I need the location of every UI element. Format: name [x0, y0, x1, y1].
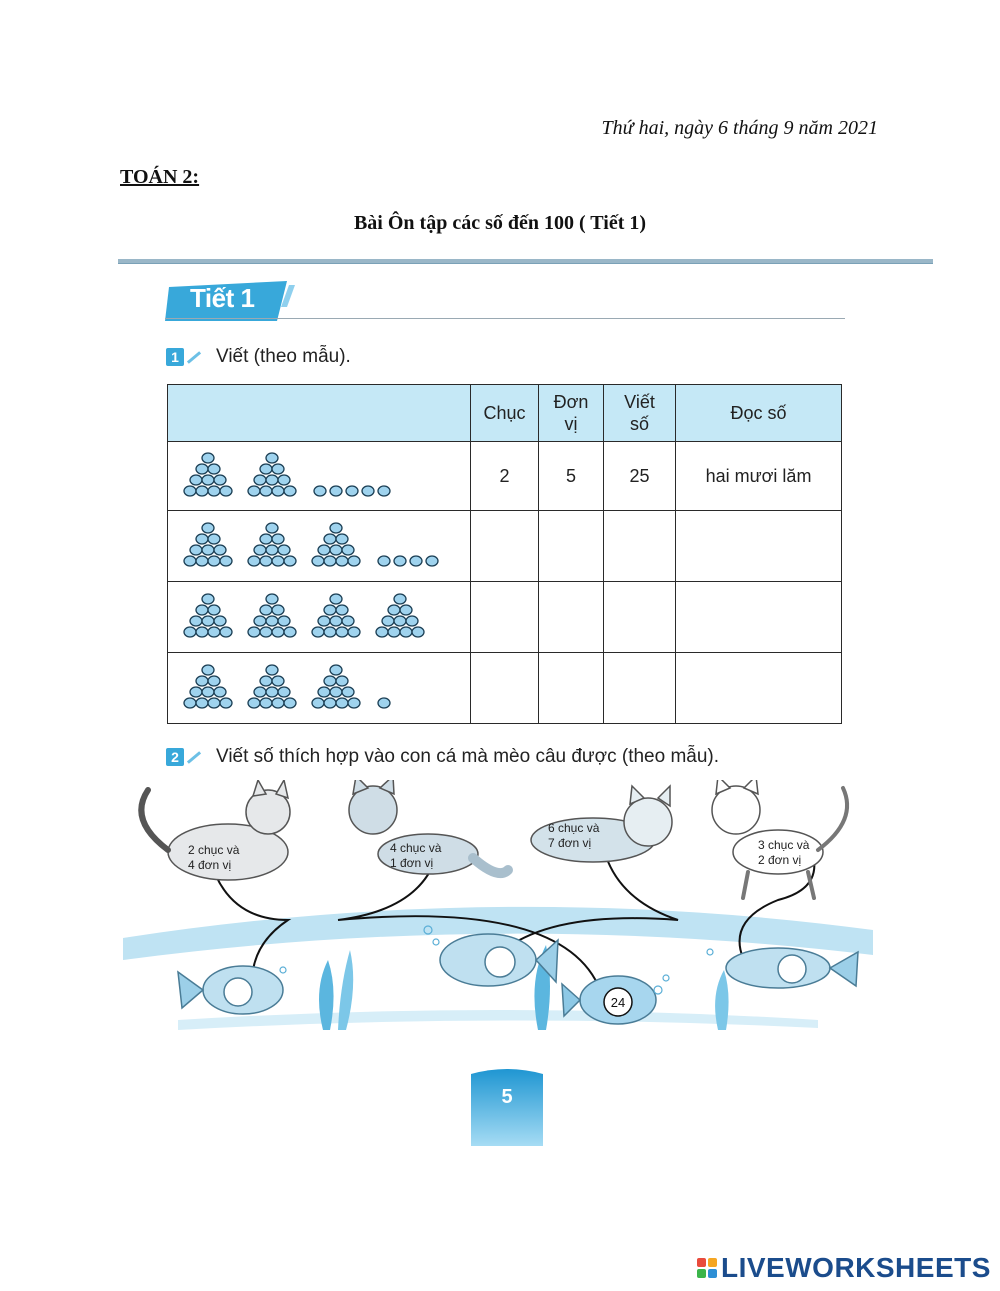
cell-doc-so: hai mươi lăm — [676, 442, 842, 511]
cat-fishing-illustration — [118, 780, 878, 1040]
subject-title: TOÁN 2: — [120, 166, 200, 188]
header-don-vi-line1: Đơn — [553, 392, 589, 412]
table-row — [168, 511, 842, 582]
section-rule — [165, 318, 845, 319]
cat-1-label-line1: 2 chục và — [188, 843, 240, 857]
header-divider — [118, 259, 933, 264]
cell-doc-so — [676, 511, 842, 582]
exercise1-heading — [166, 346, 351, 368]
cell-chuc — [471, 653, 539, 724]
ten-stack-icon — [184, 523, 232, 566]
cell-viet-so — [604, 511, 676, 582]
page-number: 5 — [501, 1086, 513, 1108]
header-viet-so-line1: Viết — [624, 392, 655, 412]
cell-don-vi — [539, 582, 604, 653]
cell-viet-so: 25 — [604, 442, 676, 511]
lesson-title: Bài Ôn tập các số đến 100 ( Tiết 1) — [353, 212, 647, 234]
ten-stack-icon — [376, 594, 424, 637]
unit-counter-icon — [410, 556, 422, 566]
header-viet-so — [604, 385, 676, 442]
answer-input-doc-so[interactable] — [676, 510, 845, 582]
answer-input-viet-so[interactable] — [604, 581, 679, 653]
header-picture — [168, 385, 471, 442]
cell-doc-so — [676, 653, 842, 724]
exercise2-number: 2 — [166, 748, 184, 766]
answer-input-chuc[interactable] — [471, 510, 542, 582]
seaweed-icon — [319, 960, 334, 1030]
answer-input-chuc[interactable] — [471, 652, 542, 724]
ten-stack-icon — [312, 523, 360, 566]
cat-4-label-line2: 2 đơn vị — [758, 853, 802, 867]
pencil-icon — [187, 751, 201, 764]
pencil-icon — [187, 351, 201, 364]
counters-icon — [178, 446, 468, 506]
fish-1 — [178, 966, 283, 1014]
unit-counter-icon — [426, 556, 438, 566]
ten-stack-icon — [248, 665, 296, 708]
answer-input-don-vi[interactable] — [539, 652, 607, 724]
cell-don-vi — [539, 511, 604, 582]
ten-stack-icon — [248, 453, 296, 496]
answer-input-viet-so[interactable] — [604, 510, 679, 582]
header-don-vi — [539, 385, 604, 442]
answer-input-don-vi[interactable] — [539, 510, 607, 582]
cell-viet-so — [604, 653, 676, 724]
header-doc-so: Đọc số — [676, 385, 842, 442]
answer-input-doc-so[interactable] — [676, 581, 845, 653]
ten-stack-icon — [184, 594, 232, 637]
section-label: Tiết 1 — [190, 283, 255, 313]
ten-stack-icon — [312, 594, 360, 637]
answer-input-chuc[interactable] — [471, 581, 542, 653]
fish-3-number: 24 — [610, 995, 626, 1010]
exercise1-table — [167, 384, 842, 724]
cell-chuc — [471, 582, 539, 653]
cell-doc-so — [676, 582, 842, 653]
cell-chuc — [471, 511, 539, 582]
exercise1-instruction: Viết (theo mẫu). — [216, 346, 351, 367]
cell-chuc: 2 — [471, 442, 539, 511]
cat-3 — [531, 786, 672, 862]
counters-icon — [178, 516, 468, 576]
cat-3-label-line1: 6 chục và — [548, 821, 600, 835]
unit-counter-icon — [362, 486, 374, 496]
answer-input-don-vi[interactable] — [539, 581, 607, 653]
liveworksheets-logo — [697, 1252, 991, 1284]
counters-picture — [168, 442, 471, 511]
liveworksheets-logo-mark — [697, 1258, 717, 1278]
ten-stack-icon — [312, 665, 360, 708]
unit-counter-icon — [314, 486, 326, 496]
unit-counter-icon — [378, 698, 390, 708]
fish-4 — [726, 948, 858, 988]
cat-4 — [712, 780, 847, 898]
cat-3-label-line2: 7 đơn vị — [548, 836, 592, 850]
cat-2-label-line2: 1 đơn vị — [390, 856, 434, 870]
unit-counter-icon — [394, 556, 406, 566]
ten-stack-icon — [248, 594, 296, 637]
counters-icon — [178, 658, 468, 718]
document-date: Thứ hai, ngày 6 tháng 9 năm 2021 — [601, 117, 878, 139]
header-don-vi-line2: vị — [564, 414, 578, 434]
table-row — [168, 653, 842, 724]
exercise2-instruction: Viết số thích hợp vào con cá mà mèo câu được (theo mẫu). — [216, 746, 720, 767]
table-row — [168, 582, 842, 653]
table-header-row — [168, 385, 842, 442]
cell-don-vi — [539, 653, 604, 724]
brand-name: LIVEWORKSHEETS — [721, 1252, 991, 1283]
cat-1 — [141, 780, 290, 880]
unit-counter-icon — [346, 486, 358, 496]
counters-picture — [168, 511, 471, 582]
table-row — [168, 442, 842, 511]
unit-counter-icon — [378, 556, 390, 566]
unit-counter-icon — [378, 486, 390, 496]
cat-4-label-line1: 3 chục và — [758, 838, 810, 852]
ten-stack-icon — [248, 523, 296, 566]
answer-input-doc-so[interactable] — [676, 652, 845, 724]
unit-counter-icon — [330, 486, 342, 496]
counters-picture — [168, 653, 471, 724]
cell-don-vi: 5 — [539, 442, 604, 511]
counters-picture — [168, 582, 471, 653]
header-chuc: Chục — [471, 385, 539, 442]
cell-viet-so — [604, 582, 676, 653]
ten-stack-icon — [184, 453, 232, 496]
counters-icon — [178, 587, 468, 647]
cat-2-label-line1: 4 chục và — [390, 841, 442, 855]
exercise2-heading — [166, 746, 719, 768]
answer-input-viet-so[interactable] — [604, 652, 679, 724]
ten-stack-icon — [184, 665, 232, 708]
cat-2 — [349, 780, 508, 874]
header-viet-so-line2: số — [629, 414, 649, 434]
cat-1-label-line2: 4 đơn vị — [188, 858, 232, 872]
seaweed-icon — [715, 970, 728, 1030]
exercise1-number: 1 — [166, 348, 184, 366]
